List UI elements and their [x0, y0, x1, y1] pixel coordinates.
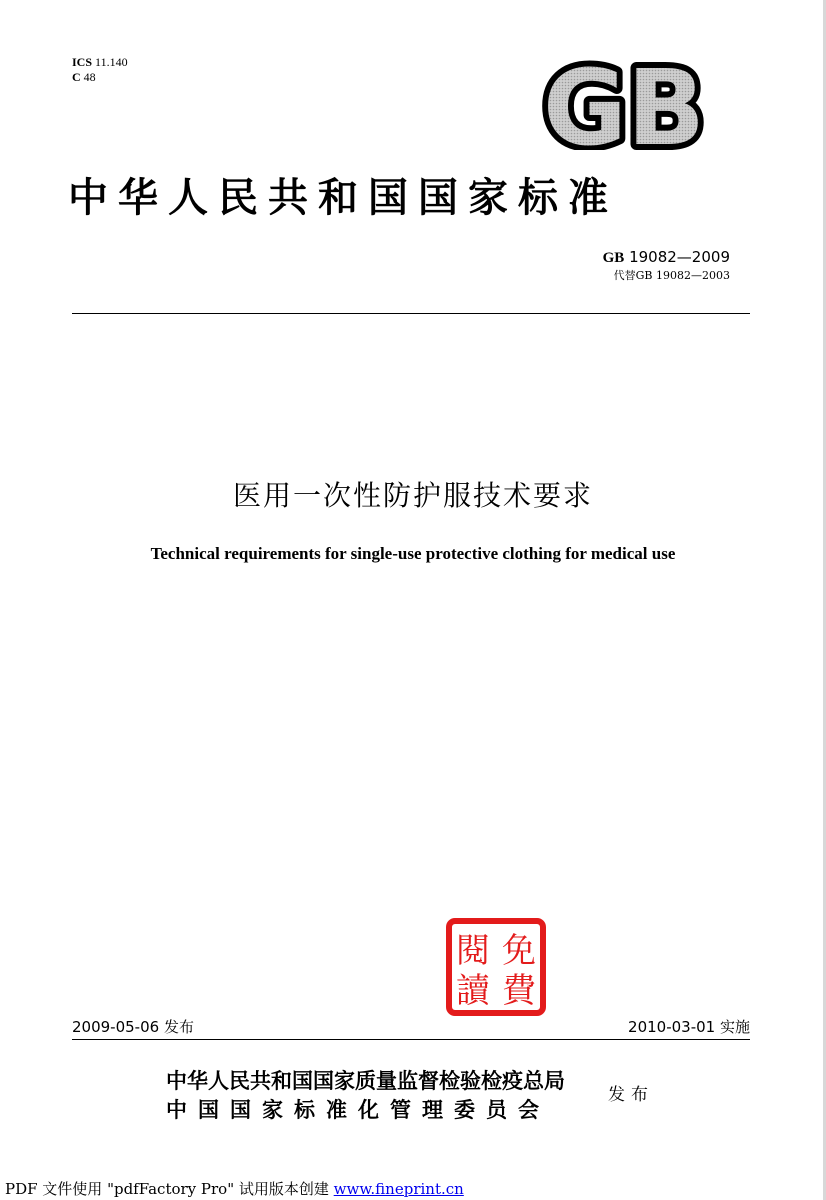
issue-date: 2009-05-06 发布: [72, 1018, 194, 1036]
seal-char: 閱: [456, 931, 490, 971]
issuer-sac: 中国国家标准化管理委员会: [166, 1097, 550, 1122]
ccs-code: C 48: [72, 70, 96, 84]
standard-number-block: [603, 248, 730, 285]
footer-link[interactable]: www.fineprint.cn: [333, 1180, 464, 1198]
document-title-en: Technical requirements for single-use protective clothing for medical use: [150, 544, 676, 563]
gb-logo: [540, 60, 708, 150]
seal-char: 讀: [456, 971, 490, 1011]
pdf-footer: [5, 1178, 464, 1199]
gb-logo-text: GB: [543, 60, 705, 150]
footer-divider: [72, 1039, 750, 1040]
free-reading-seal: [446, 918, 546, 1016]
issuing-authorities: [166, 1066, 565, 1124]
standard-number: GB 19082—2009: [602, 248, 730, 266]
classification-codes: [72, 55, 128, 85]
footer-text: PDF 文件使用 "pdfFactory Pro" 试用版本创建: [5, 1180, 329, 1198]
effective-date: 2010-03-01 实施: [628, 1018, 750, 1036]
issued-label: 发布: [608, 1085, 654, 1105]
seal-char: 費: [502, 971, 536, 1011]
standard-category-title: 中华人民共和国国家标准: [68, 174, 618, 221]
replaces-standard: 代替GB 19082—2003: [613, 269, 730, 282]
document-title-cn: 医用一次性防护服技术要求: [232, 479, 593, 512]
ics-code: ICS 11.140: [72, 55, 128, 69]
issuer-aqsiq: 中华人民共和国国家质量监督检验检疫总局: [166, 1068, 565, 1093]
seal-char: 免: [502, 931, 536, 971]
header-divider: [72, 313, 750, 314]
